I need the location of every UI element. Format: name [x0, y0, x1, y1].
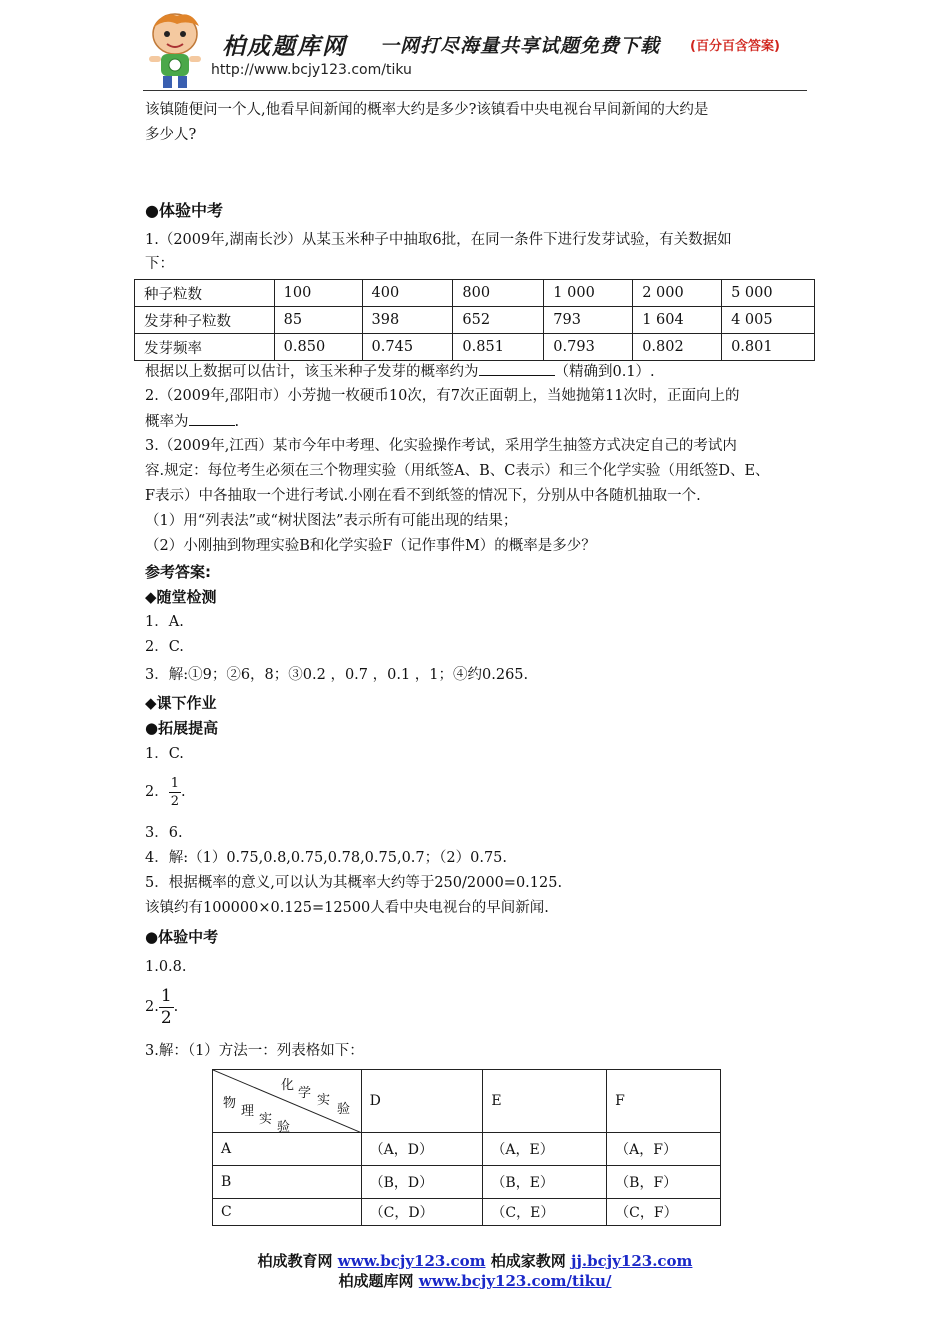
- fraction-one-half: [159, 985, 174, 1028]
- corner-label-char: 实: [317, 1093, 331, 1108]
- corner-label-char: 理: [241, 1104, 255, 1119]
- footer-line-1: [0, 1250, 950, 1271]
- outcome-table: [212, 1069, 721, 1226]
- table-cell: （A，E）: [483, 1133, 607, 1166]
- extend-answer-5-line-1: 5．根据概率的意义,可以认为其概率大约等于250/2000=0.125.: [145, 875, 563, 891]
- answer-blank: [479, 361, 555, 376]
- exam-answer-3: 3.解：（1）方法一：列表格如下：: [145, 1043, 364, 1059]
- q3-sub-2: （2）小刚抽到物理实验B和化学实验F（记作事件M）的概率是多少？: [145, 538, 596, 554]
- seed-data-table: [134, 279, 815, 361]
- table-cell: 2 000: [633, 280, 722, 307]
- table-row: [213, 1166, 721, 1199]
- table-cell: （B，F）: [607, 1166, 721, 1199]
- classroom-heading: ◆随堂检测: [145, 588, 217, 606]
- corner-label-char: 学: [298, 1086, 312, 1101]
- footer-site-name: 柏成家教网: [490, 1252, 566, 1270]
- table-row: [135, 334, 815, 361]
- footer-link[interactable]: www.bcjy123.com/tiku/: [418, 1272, 612, 1290]
- exam-heading: ●体验中考: [145, 201, 223, 220]
- footer-link[interactable]: www.bcjy123.com: [337, 1252, 486, 1270]
- corner-label-char: 物: [223, 1096, 237, 1111]
- table-cell: 793: [544, 307, 633, 334]
- header-slogan: 一网打尽海量共享试题免费下载: [380, 35, 661, 57]
- row-header: B: [213, 1166, 362, 1199]
- mascot-logo-icon: [143, 10, 209, 90]
- table-cell: 398: [362, 307, 453, 334]
- table-cell: 800: [453, 280, 544, 307]
- header-url[interactable]: http://www.bcjy123.com/tiku: [211, 62, 412, 78]
- table-cell: （A，D）: [361, 1133, 483, 1166]
- corner-label-char: 化: [281, 1078, 295, 1093]
- extend-answer-4: 4．解:（1）0.75,0.8,0.75,0.78,0.75,0.7；（2）0.75.: [145, 850, 508, 866]
- table-cell: 85: [274, 307, 362, 334]
- extend-answer-2: [145, 772, 186, 812]
- extend-answer-1: 1．C.: [145, 746, 184, 762]
- q1-text-b: （精确到0.1）.: [554, 364, 655, 380]
- q1-text-a: 根据以上数据可以估计，该玉米种子发芽的概率约为: [145, 364, 479, 380]
- corner-label-char: 实: [259, 1112, 273, 1127]
- q1-line-2: 下：: [145, 256, 174, 272]
- table-cell: 652: [453, 307, 544, 334]
- q3-line-1: 3.（2009年,江西）某市今年中考理、化实验操作考试，采用学生抽签方式决定自己的考试内: [145, 438, 737, 454]
- table-cell: 0.851: [453, 334, 544, 361]
- exam-answers-heading: ●体验中考: [145, 928, 219, 946]
- fraction-denominator: 2: [170, 793, 180, 809]
- table-header-row: [213, 1070, 721, 1133]
- q1-answer-line: [145, 361, 655, 382]
- column-header: E: [483, 1070, 607, 1133]
- corner-label-char: 验: [337, 1102, 351, 1117]
- table-cell: 发芽频率: [135, 334, 275, 361]
- table-cell: 0.745: [362, 334, 453, 361]
- q2-line-1: 2.（2009年,邵阳市）小芳抛一枚硬币10次，有7次正面朝上，当她抛第11次时，正面向上的: [145, 388, 740, 404]
- corner-label-char: 验: [277, 1120, 291, 1135]
- row-header: C: [213, 1199, 362, 1226]
- q3-line-3: F表示）中各抽取一个进行考试.小刚在看不到纸签的情况下，分别从中各随机抽取一个.: [145, 488, 701, 504]
- row-header: A: [213, 1133, 362, 1166]
- column-header: F: [607, 1070, 721, 1133]
- answer-prefix: 2．: [145, 784, 169, 800]
- exam-answer-1: 1.0.8.: [145, 959, 187, 975]
- answer-suffix: .: [173, 999, 179, 1015]
- table-cell: 1 000: [544, 280, 633, 307]
- intro-line-1: 该镇随便问一个人,他看早间新闻的概率大约是多少?该镇看中央电视台早间新闻的大约是: [145, 102, 709, 118]
- table-cell: （B，E）: [483, 1166, 607, 1199]
- table-cell: 0.793: [544, 334, 633, 361]
- fraction-one-half: [169, 777, 181, 808]
- table-cell: 400: [362, 280, 453, 307]
- classroom-answer-2: 2．C.: [145, 639, 184, 655]
- column-header: D: [361, 1070, 483, 1133]
- fraction-numerator: 1: [160, 985, 172, 1006]
- table-cell: （C，E）: [483, 1199, 607, 1226]
- exam-answer-2: [145, 985, 178, 1029]
- q2-text-a: 概率为: [145, 414, 189, 430]
- table-cell: 4 005: [722, 307, 815, 334]
- table-cell: 0.801: [722, 334, 815, 361]
- header-badge: (百分百含答案): [690, 39, 780, 54]
- extend-heading: ●拓展提高: [145, 719, 219, 737]
- table-cell: 5 000: [722, 280, 815, 307]
- footer-line-2: [0, 1270, 950, 1291]
- header-brand: 柏成题库网: [222, 34, 347, 60]
- diagonal-corner-cell: [213, 1070, 362, 1133]
- answer-blank: [189, 411, 235, 426]
- footer-site-name: 柏成教育网: [257, 1252, 333, 1270]
- table-cell: 发芽种子粒数: [135, 307, 275, 334]
- q3-sub-1: （1）用“列表法”或“树状图法”表示所有可能出现的结果；: [145, 513, 518, 529]
- fraction-denominator: 2: [160, 1007, 172, 1028]
- table-cell: （C，F）: [607, 1199, 721, 1226]
- table-row: [213, 1133, 721, 1166]
- table-cell: （A，F）: [607, 1133, 721, 1166]
- footer-site-name: 柏成题库网: [338, 1272, 414, 1290]
- answer-suffix: .: [181, 784, 186, 800]
- table-cell: 0.850: [274, 334, 362, 361]
- extend-answer-5-line-2: 该镇约有100000×0.125=12500人看中央电视台的早间新闻.: [145, 900, 549, 916]
- q2-line-2: [145, 411, 239, 432]
- header-divider: [143, 90, 807, 91]
- fraction-numerator: 1: [170, 775, 180, 791]
- answer-prefix: 2.: [145, 999, 159, 1015]
- table-row: [135, 280, 815, 307]
- intro-line-2: 多少人?: [145, 127, 197, 143]
- q2-text-b: .: [234, 414, 240, 430]
- answers-heading: 参考答案:: [145, 563, 211, 581]
- homework-heading: ◆课下作业: [145, 694, 217, 712]
- table-row: [135, 307, 815, 334]
- classroom-answer-3: 3．解:①9；②6，8；③0.2 ，0.7 ，0.1 ，1；④约0.265.: [145, 667, 529, 683]
- table-cell: 种子粒数: [135, 280, 275, 307]
- footer-link[interactable]: jj.bcjy123.com: [571, 1252, 693, 1270]
- q3-line-2: 容.规定：每位考生必须在三个物理实验（用纸签A、B、C表示）和三个化学实验（用纸签D、E、: [145, 463, 770, 479]
- classroom-answer-1: 1．A.: [145, 614, 184, 630]
- table-cell: 1 604: [633, 307, 722, 334]
- extend-answer-3: 3．6.: [145, 825, 183, 841]
- table-cell: 0.802: [633, 334, 722, 361]
- table-cell: 100: [274, 280, 362, 307]
- table-cell: （C，D）: [361, 1199, 483, 1226]
- table-cell: （B，D）: [361, 1166, 483, 1199]
- table-row: [213, 1199, 721, 1226]
- q1-line-1: 1.（2009年,湖南长沙）从某玉米种子中抽取6批，在同一条件下进行发芽试验，有关数据如: [145, 232, 732, 248]
